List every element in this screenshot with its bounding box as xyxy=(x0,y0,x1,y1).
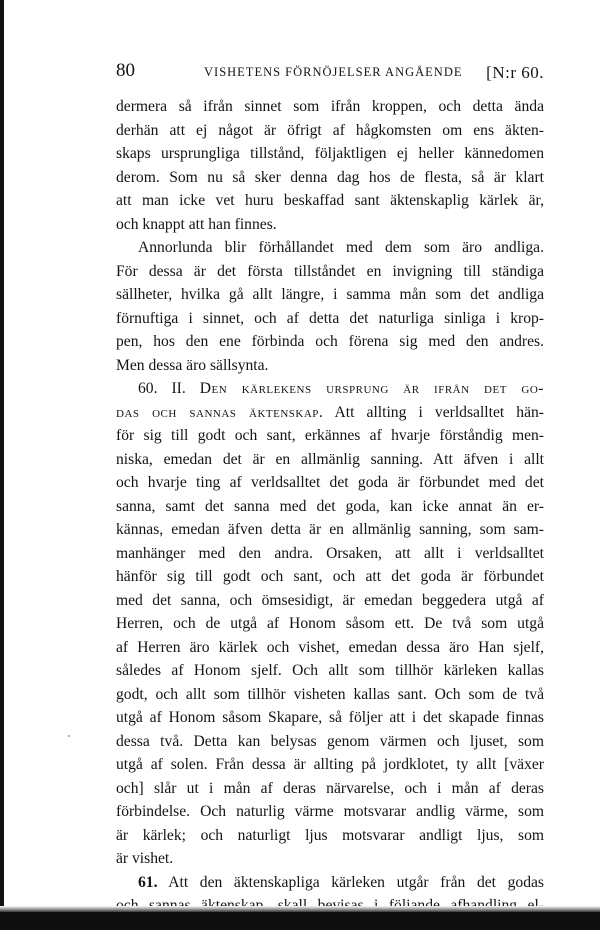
text-line: kännas, emedan äfven detta är en allmänlig sanning, som sam- xyxy=(116,521,544,538)
text-line: niska, emedan det är en allmänlig sanning. Att äfven i allt xyxy=(116,450,544,468)
text-line: sällheter, hvilka gå allt längre, i samma mån som det andliga xyxy=(116,286,544,303)
section-heading-line: 60. II. Den kärlekens ursprung är ifrån det go- xyxy=(138,380,544,397)
text-line: dessa två. Detta kan belysas genom värmen och ljuset, som xyxy=(116,732,544,750)
text-line: Herren, och de utgå af Honom såsom ett. De två som utgå xyxy=(116,615,544,632)
scan-speck xyxy=(68,735,70,737)
text-line: manhänger med den andra. Orsaken, att allt i verldsalltet xyxy=(116,544,544,562)
text-line: af Herren äro kärlek och vishet, emedan dessa äro Han sjelf, xyxy=(116,638,544,656)
text-line: derhän att ej något är öfrigt af hågkomsten om ens äkten- xyxy=(116,121,544,139)
running-title: VISHETENS FÖRNÖJELSER ANGÅENDE xyxy=(204,65,463,79)
body-text xyxy=(116,95,544,918)
text-line: och hvarje ting af verldsalltet det goda är förbundet med det xyxy=(116,474,544,491)
text-line: är vishet. xyxy=(116,850,174,867)
text-line: är kärlek; och naturligt ljus motsvarar andligt ljus, som xyxy=(116,826,544,844)
text-line: skaps ursprungliga tillstånd, följaktligen ej heller kännedomen xyxy=(116,145,544,162)
text-line: att man icke vet huru beskaffad sant äktenskaplig kärlek är, xyxy=(116,192,544,209)
text-line: och knappt att han finnes. xyxy=(116,215,277,233)
section-reference: [N:r 60. xyxy=(486,63,544,82)
text-line: Annorlunda blir förhållandet med dem som äro andliga. xyxy=(138,239,544,256)
text-line: Men dessa äro sällsynta. xyxy=(116,356,269,374)
text-line: pen, hos den ene förbinda och förena sig med den andres. xyxy=(116,333,544,350)
text-line: med det sanna, och ömsesidigt, är emedan beggedera utgå af xyxy=(116,591,544,609)
text-line: förnuftiga i sinnet, och af detta det naturliga sinliga i krop- xyxy=(116,309,544,327)
text-line: förbindelse. Och naturlig värme motsvarar andlig värme, som xyxy=(116,803,544,820)
text-line: sanna, samt det sanna med det goda, kan icke annat än er- xyxy=(116,497,544,515)
text-line: För dessa är det första tillståndet en invigning till ständiga xyxy=(116,262,544,280)
running-header xyxy=(116,62,544,84)
text-line: således af Honom sjelf. Och allt som tillhör kärleken kallas xyxy=(116,662,544,679)
scan-bottom-edge xyxy=(0,912,600,930)
text-line: utgå af solen. Från dessa är allting på jordklotet, ty allt [växer xyxy=(116,756,544,773)
text-line: godt, och allt som tillhör visheten kallas sant. Och som de två xyxy=(116,685,544,703)
section-heading-line: das och sannas äktenskap. Att allting i verldsalltet hän- xyxy=(116,403,544,421)
text-line: för sig till godt och sant, erkännes af hvarje förståndig men- xyxy=(116,427,544,444)
text-line: derom. Som nu så sker denna dag hos de flesta, så är klart xyxy=(116,168,544,186)
scan-left-edge xyxy=(0,0,4,930)
text-line: utgå af Honom såsom Skapare, så följer att i det skapade finnas xyxy=(116,709,544,726)
text-line: och] slår ut i mån af deras närvarelse, och i mån af deras xyxy=(116,779,544,797)
text-line: 61. Att den äktenskapliga kärleken utgår från det godas xyxy=(138,873,544,891)
page-number: 80 xyxy=(116,60,135,81)
text-line: dermera så ifrån sinnet som ifrån kroppen, och detta ända xyxy=(116,98,544,115)
text-line: hänför sig till godt och sant, och att det goda är förbundet xyxy=(116,568,544,585)
